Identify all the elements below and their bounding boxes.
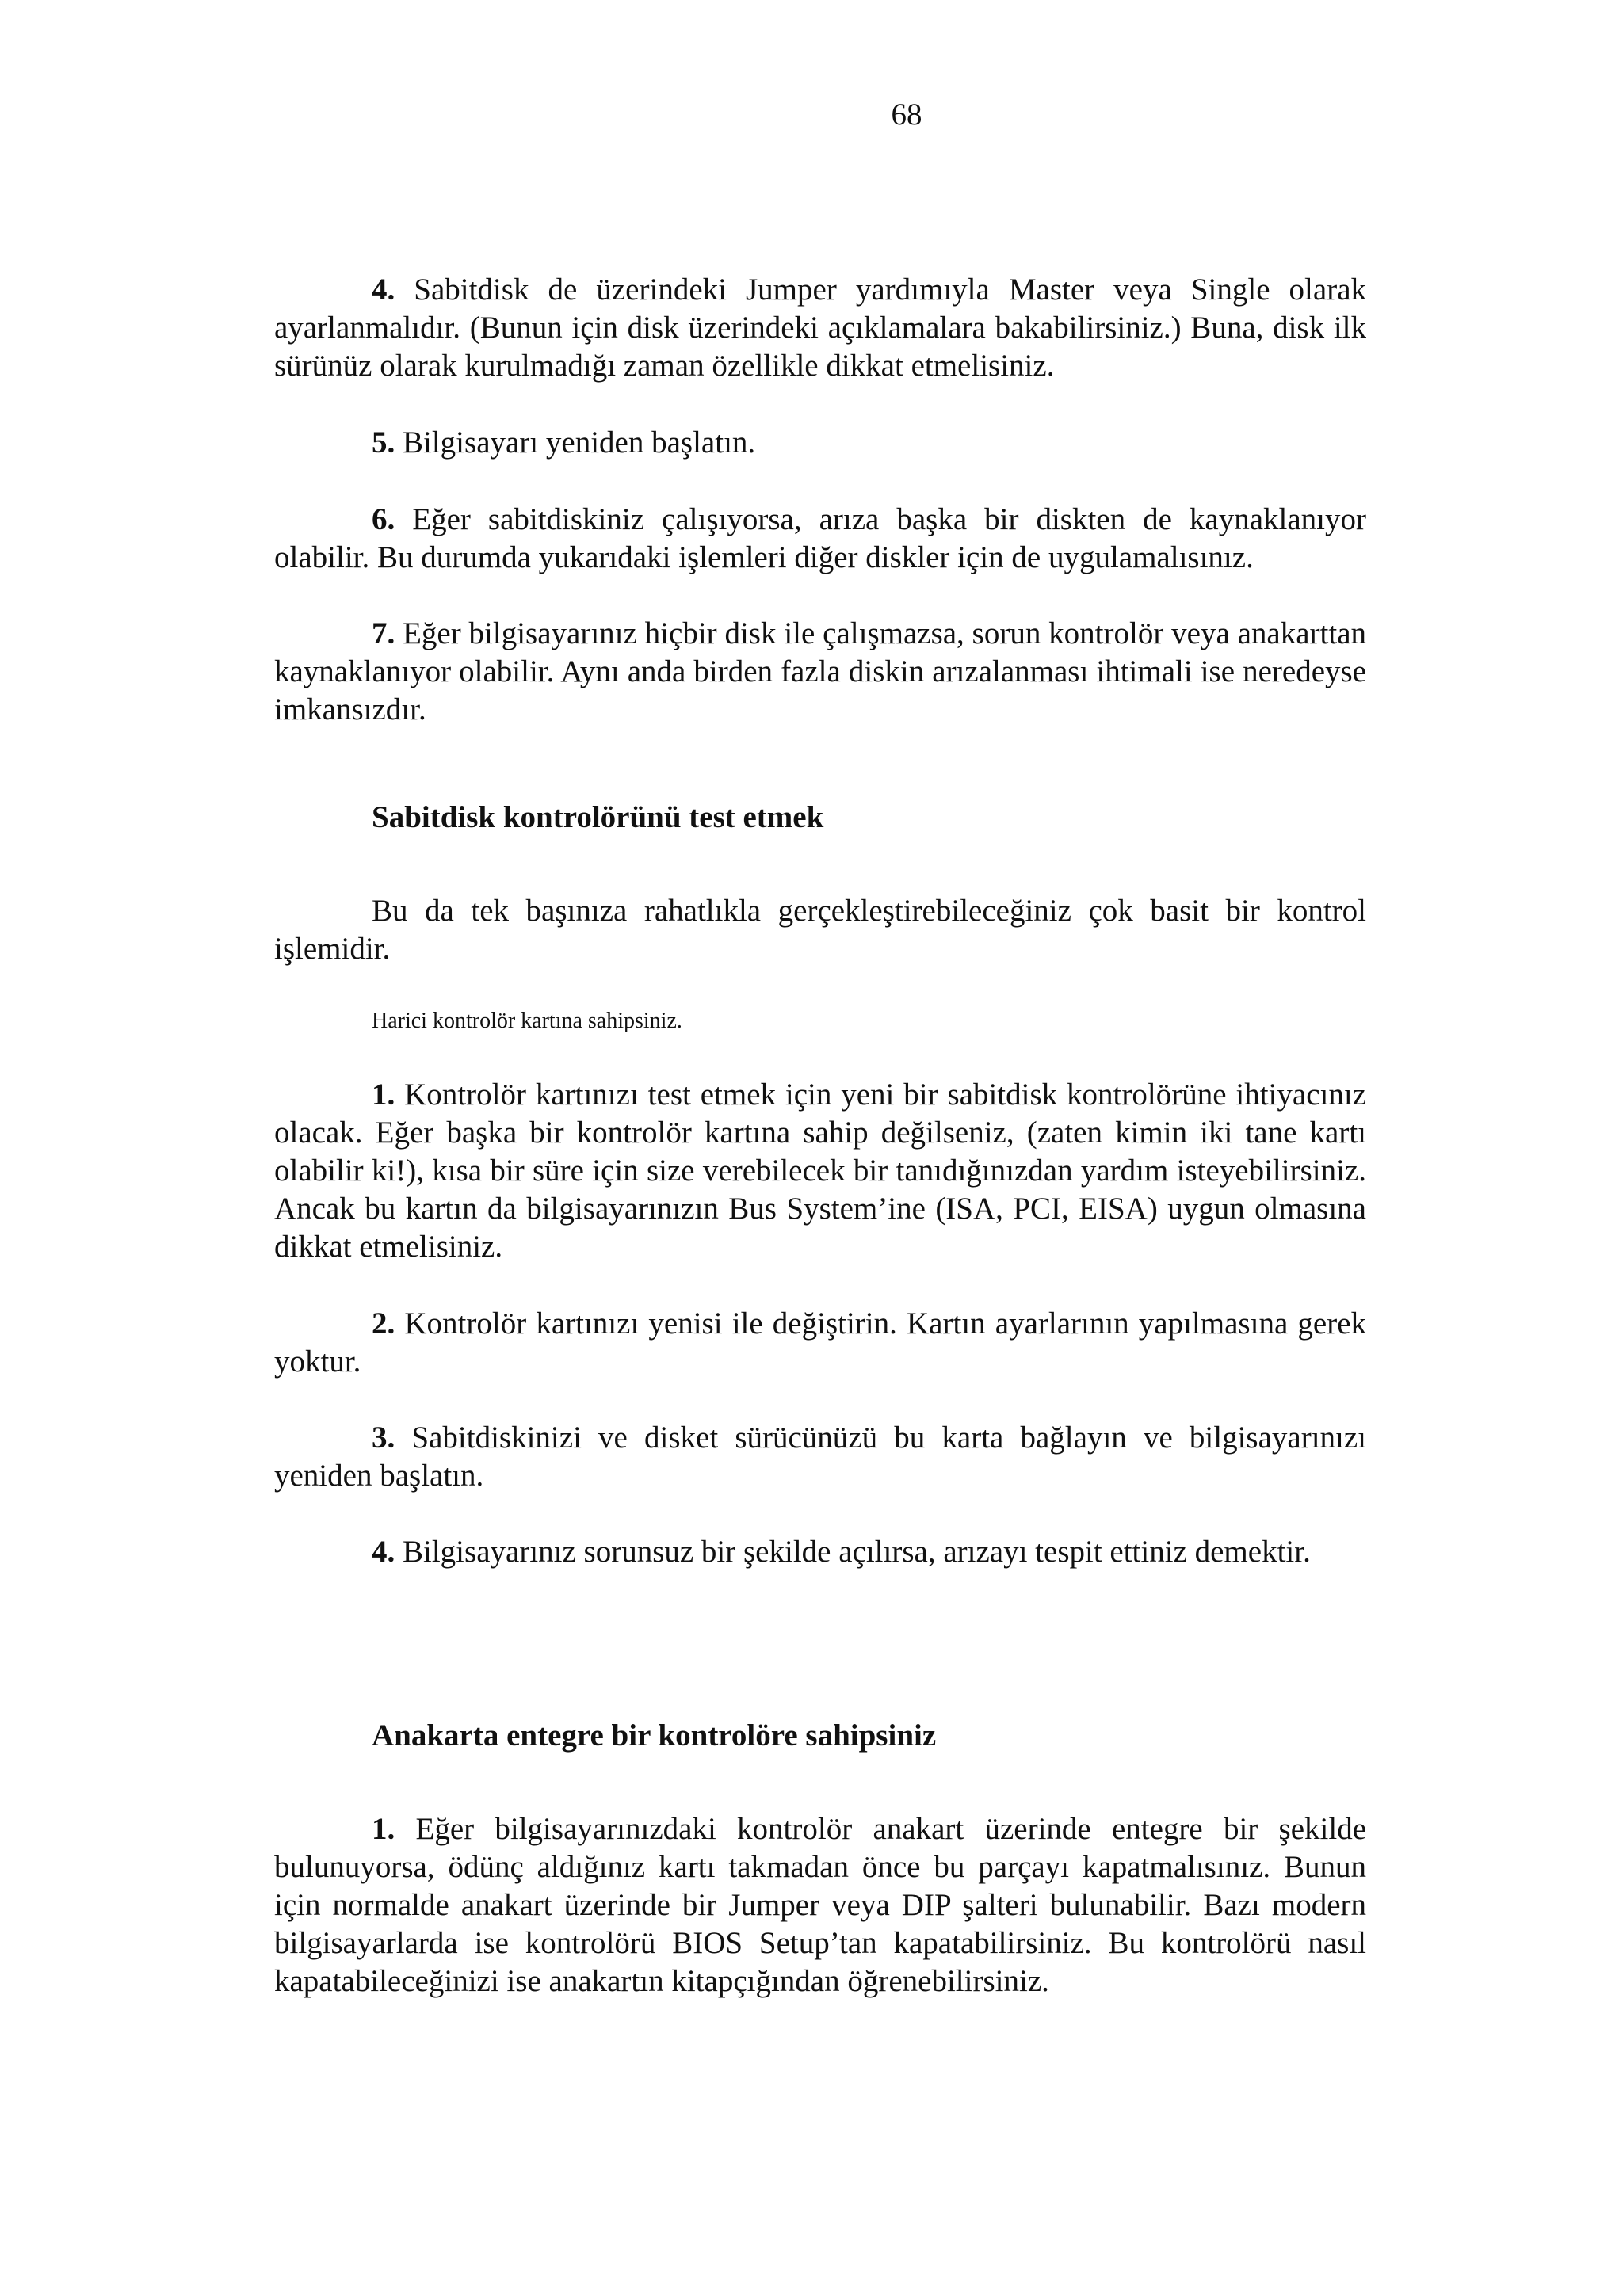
section-heading-integrated-controller: Anakarta entegre bir kontrolöre sahipsiniz <box>372 1718 937 1753</box>
item-number: 1. <box>372 1077 395 1112</box>
item-number: 2. <box>372 1306 395 1341</box>
item-text: Eğer sabitdiskiniz çalışıyorsa, arıza başka bir diskten de kaynaklanıyor olabilir. Bu durumda yukarıdaki işlemleri diğer diskler için de uygulamalısınız. <box>274 502 1367 574</box>
item-number: 4. <box>372 1535 395 1569</box>
item-number: 4. <box>372 273 395 307</box>
item-text: Kontrolör kartınızı test etmek için yeni bir sabitdisk kontrolörüne ihtiyacınız olacak. Eğer başka bir kontrolör kartına sahip değilseniz, (zaten kimin iki tane kartı olabilir ki!), kısa bir süre için size verebilecek bir tanıdığınızdan yardım isteyebilirsiniz. Ancak bu kartın da bilgisayarınızın Bus System’ine (ISA, PCI, EISA) uygun olmasına dikkat etmelisiniz. <box>274 1077 1366 1264</box>
item-number: 6. <box>372 502 395 536</box>
item-text: Sabitdisk de üzerindeki Jumper yardımıyla Master veya Single olarak ayarlanmalıdır. (Bunun için disk üzerindeki açıklamalara bakabilirsiniz.) Buna, disk ilk sürünüz olarak kurulmadığı zaman özellikle dikkat etmelisiniz. <box>274 273 1367 383</box>
item-text: Bilgisayarınız sorunsuz bir şekilde açılırsa, arızayı tespit ettiniz demektir. <box>403 1535 1311 1569</box>
section-heading-controller-test: Sabitdisk kontrolörünü test etmek <box>372 800 824 834</box>
item-text: Sabitdiskinizi ve disket sürücünüzü bu karta bağlayın ve bilgisayarınızı yeniden başlatın. <box>274 1421 1367 1493</box>
paragraph-item-6 <box>274 501 1366 577</box>
item-text: Eğer bilgisayarınızdaki kontrolör anakart üzerinde entegre bir şekilde bulunuyorsa, ödünç aldığınız kartı takmadan önce bu parçayı kapatmalısınız. Bunun için normalde anakart üzerinde bir Jumper veya DIP şalteri bulunabilir. Bazı modern bilgisayarlarda ise kontrolörü BIOS Setup’tan kapatabilirsiniz. Bu kontrolörü nasıl kapatabileceğinizi ise anakartın kitapçığından öğrenebilirsiniz. <box>274 1812 1367 1998</box>
paragraph-intro <box>274 892 1366 968</box>
item-number: 5. <box>372 425 395 460</box>
subheading-external-card: Harici kontrolör kartına sahipsiniz. <box>372 1009 682 1033</box>
intro-text: Bu da tek başınıza rahatlıkla gerçekleştirebileceğiniz çok basit bir kontrol işlemidir. <box>274 894 1366 966</box>
paragraph-s2-item-2 <box>274 1305 1366 1381</box>
item-number: 1. <box>372 1812 395 1846</box>
paragraph-s2-item-1 <box>274 1076 1366 1266</box>
item-text: Eğer bilgisayarınız hiçbir disk ile çalışmazsa, sorun kontrolör veya anakarttan kaynaklanıyor olabilir. Aynı anda birden fazla diskin arızalanması ihtimali ise neredeyse imkansızdır. <box>274 616 1367 727</box>
paragraph-s2-item-4 <box>274 1533 1366 1571</box>
paragraph-item-5 <box>274 424 1366 462</box>
paragraph-item-7 <box>274 615 1366 729</box>
item-number: 3. <box>372 1421 395 1455</box>
page-number: 68 <box>891 97 922 132</box>
paragraph-item-4 <box>274 271 1366 385</box>
item-text: Kontrolör kartınızı yenisi ile değiştirin. Kartın ayarlarının yapılmasına gerek yoktur. <box>274 1306 1366 1379</box>
item-text: Bilgisayarı yeniden başlatın. <box>403 425 756 460</box>
item-number: 7. <box>372 616 395 650</box>
paragraph-s3-item-1 <box>274 1810 1366 2000</box>
paragraph-s2-item-3 <box>274 1419 1366 1495</box>
